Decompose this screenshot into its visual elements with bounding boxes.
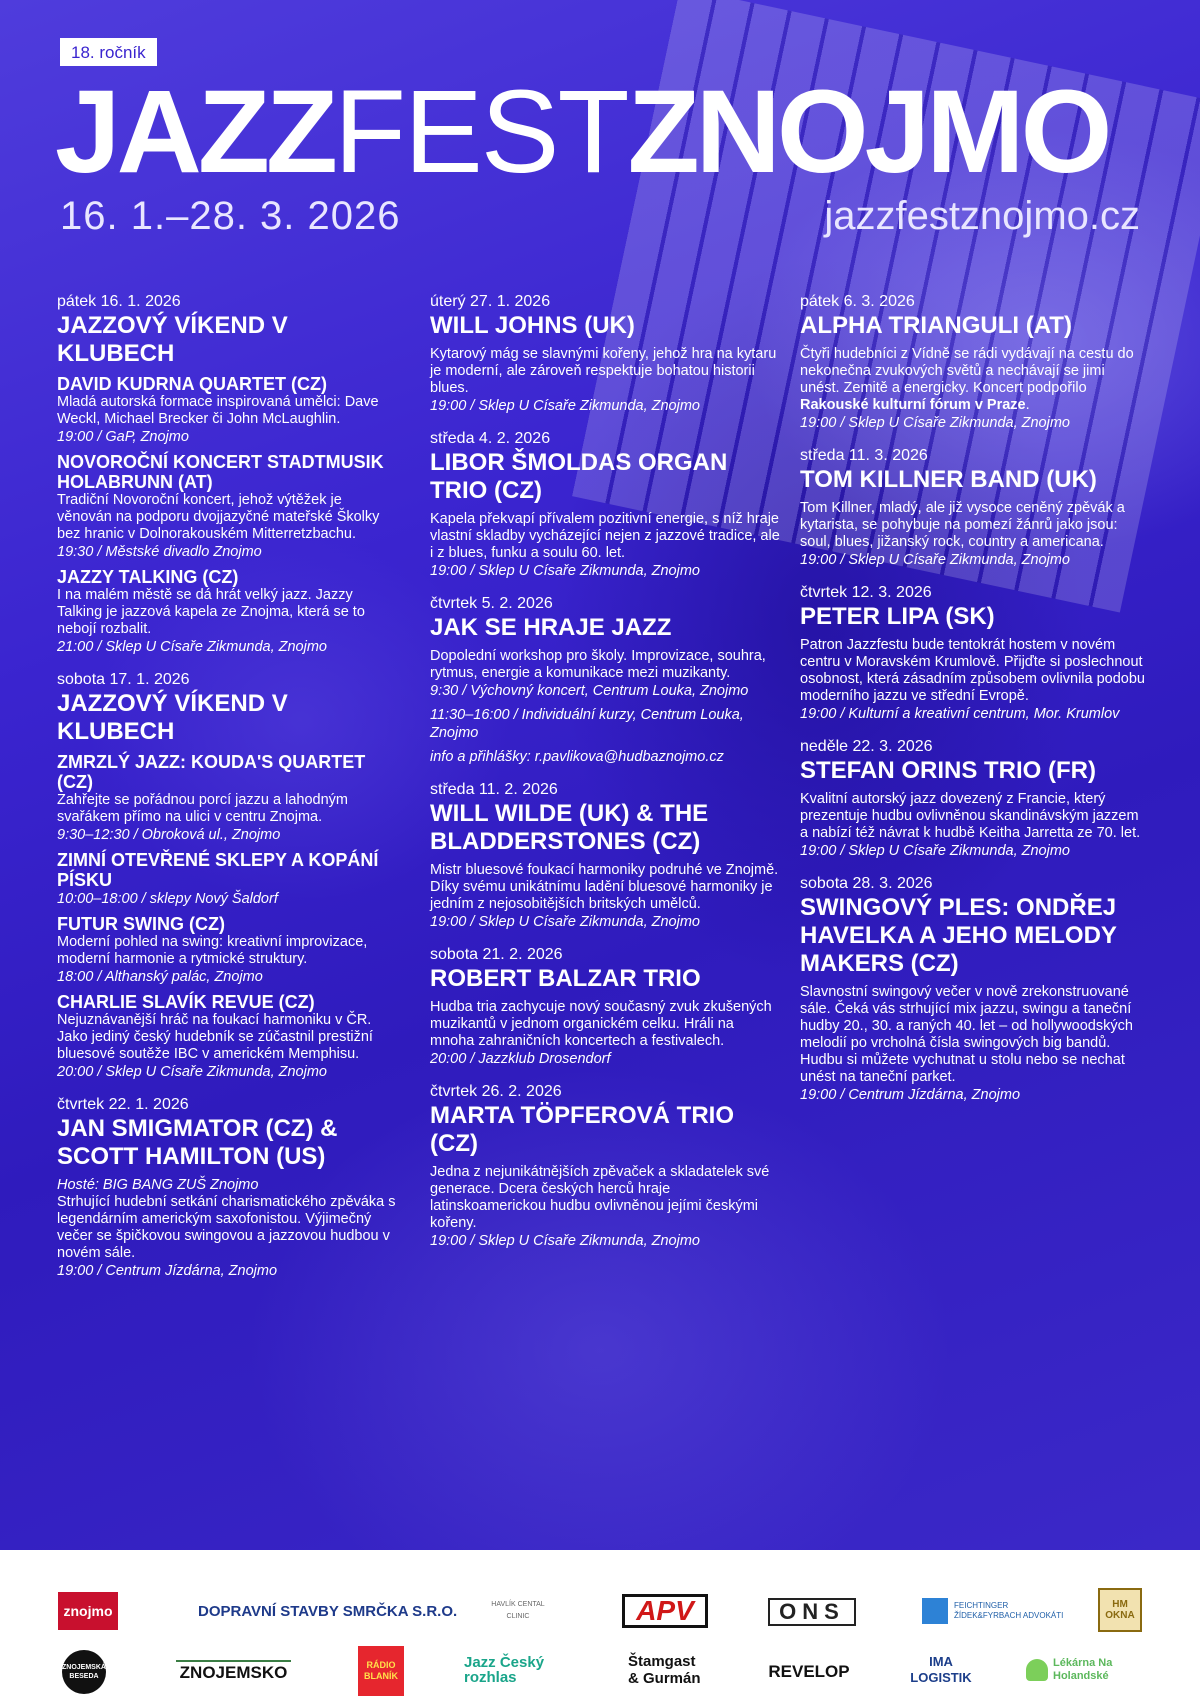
- event-time-venue: 19:00 / Kulturní a kreativní centrum, Mor. Krumlov: [800, 706, 1120, 722]
- program-day: [800, 446, 1145, 569]
- event-description: Patron Jazzfestu bude tentokrát hostem v novém centru v Moravském Krumlově. Přijďte si poslechnout osobnost, která zásadním způsobem ovlivnila podobu moderního jazzu ve střední Evropě.: [800, 637, 1145, 704]
- event-name: DAVID KUDRNA QUARTET (CZ): [57, 374, 327, 394]
- program-day: [430, 594, 780, 766]
- program-event: [57, 567, 397, 656]
- program-event: [57, 752, 397, 844]
- event-time-venue: 9:30 / Výchovný koncert, Centrum Louka, Znojmo: [430, 683, 749, 699]
- day-date: čtvrtek 5. 2. 2026: [430, 595, 553, 612]
- event-time-venue: 9:30–12:30 / Obroková ul., Znojmo: [57, 827, 281, 843]
- lekarna-heart-icon: [1026, 1659, 1048, 1681]
- event-time-venue: 11:30–16:00 / Individuální kurzy, Centrum Louka, Znojmo: [430, 707, 744, 741]
- day-title: WILL WILDE (UK) & THE BLADDERSTONES (CZ): [430, 800, 709, 855]
- edition-badge: 18. ročník: [60, 38, 157, 66]
- program-event: [430, 706, 780, 742]
- event-time-venue: 19:00 / GaP, Znojmo: [57, 429, 189, 445]
- sponsor-logo-stamgast: Štamgast & Gurmán: [628, 1653, 701, 1687]
- event-time-venue: 19:00 / Sklep U Císaře Zikmunda, Znojmo: [430, 398, 700, 414]
- event-time-venue: 20:00 / Sklep U Císaře Zikmunda, Znojmo: [57, 1064, 327, 1080]
- program-day: [800, 874, 1145, 1104]
- day-date: sobota 17. 1. 2026: [57, 671, 190, 688]
- program-day: [430, 1082, 780, 1250]
- day-title: ROBERT BALZAR TRIO: [430, 965, 701, 992]
- sponsor-logo-feichtinger: FEICHTINGER ŽÍDEK&FYRBACH ADVOKÁTI: [922, 1594, 1067, 1628]
- program-day: [430, 945, 780, 1068]
- event-time-venue: 19:00 / Sklep U Císaře Zikmunda, Znojmo: [430, 563, 700, 579]
- program-column-1: [57, 292, 397, 1294]
- day-title: JAN SMIGMATOR (CZ) & SCOTT HAMILTON (US): [57, 1115, 338, 1170]
- day-title: JAZZOVÝ VÍKEND V KLUBECH: [57, 690, 288, 745]
- program-day: [57, 292, 397, 656]
- sponsors-bar: [0, 1550, 1200, 1697]
- day-title: TOM KILLNER BAND (UK): [800, 466, 1097, 493]
- sponsor-logo-radio-blanik: RÁDIO BLANÍK: [358, 1646, 404, 1696]
- day-date: středa 4. 2. 2026: [430, 430, 551, 447]
- sponsor-logo-ons: ONS: [768, 1598, 856, 1626]
- program-event: [57, 1177, 397, 1280]
- event-time-venue: info a přihlášky: r.pavlikova@hudbaznojmo.cz: [430, 749, 724, 765]
- program-day: [800, 737, 1145, 860]
- festival-dates: 16. 1.–28. 3. 2026: [60, 194, 401, 238]
- event-time-venue: 18:00 / Althanský palác, Znojmo: [57, 969, 263, 985]
- sponsor-logo-znojemska-beseda: ZNOJEMSKÁ BESEDA: [62, 1650, 106, 1694]
- program-column-2: [430, 292, 780, 1264]
- day-title: MARTA TÖPFEROVÁ TRIO (CZ): [430, 1102, 734, 1157]
- event-time-venue: 19:30 / Městské divadlo Znojmo: [57, 544, 262, 560]
- sponsor-logo-jazz-cro: Jazz Český rozhlas: [464, 1654, 545, 1686]
- program-event: [800, 500, 1145, 569]
- program-day: [430, 429, 780, 580]
- event-name: ZIMNÍ OTEVŘENÉ SKLEPY A KOPÁNÍ PÍSKU: [57, 850, 379, 890]
- sponsor-logo-apv: APV: [622, 1594, 708, 1628]
- program-event: [430, 748, 780, 766]
- event-description: Moderní pohled na swing: kreativní improvizace, moderní harmonie a rytmické struktury.: [57, 934, 368, 967]
- event-name: NOVOROČNÍ KONCERT STADTMUSIK HOLABRUNN (AT): [57, 452, 384, 492]
- day-date: úterý 27. 1. 2026: [430, 293, 551, 310]
- event-name: CHARLIE SLAVÍK REVUE (CZ): [57, 992, 315, 1012]
- program-day: [430, 780, 780, 931]
- event-time-venue: 19:00 / Sklep U Císaře Zikmunda, Znojmo: [430, 914, 700, 930]
- program-event: [57, 452, 397, 561]
- day-date: sobota 28. 3. 2026: [800, 875, 933, 892]
- event-description: Mistr bluesové foukací harmoniky podruhé ve Znojmě. Díky svému unikátnímu ladění bluesové harmoniky je jedním z nejosobitějších britských umělců.: [430, 862, 779, 912]
- event-time-venue: 19:00 / Sklep U Císaře Zikmunda, Znojmo: [430, 1233, 700, 1249]
- day-date: pátek 6. 3. 2026: [800, 293, 915, 310]
- event-time-venue: 19:00 / Centrum Jízdárna, Znojmo: [57, 1263, 278, 1279]
- program-event: [57, 850, 397, 908]
- event-time-venue: 19:00 / Sklep U Císaře Zikmunda, Znojmo: [800, 552, 1070, 568]
- event-description: Strhující hudební setkání charismatického zpěváka s legendárním americkým saxofonistou. Výjimečný večer se špičkovou swingovou a jazzovou hudbou v novém sále.: [57, 1194, 396, 1261]
- program-column-3: [800, 292, 1145, 1118]
- logo-znojmo: ZNOJMO: [627, 66, 1109, 198]
- event-description: Nejuznávanější hráč na foukací harmoniku v ČR. Jako jediný český hudebník se zúčastnil prestižní bluesové soutěže IBC v americkém Memphisu.: [57, 1012, 373, 1062]
- sponsor-logo-znojemsko: ZNOJEMSKO: [176, 1660, 291, 1684]
- event-time-venue: 19:00 / Sklep U Císaře Zikmunda, Znojmo: [800, 415, 1070, 431]
- sponsor-logo-ima: IMA LOGISTIK: [910, 1654, 972, 1685]
- event-description: Kapela překvapí přívalem pozitivní energie, s níž hraje vlastní skladby vycházející nejen z jazzové tradice, ale i z blues, funku a soulu 60. let.: [430, 511, 780, 561]
- program-day: [430, 292, 780, 415]
- event-description: Hudba tria zachycuje nový současný zvuk zkušených muzikantů v jednom organickém celku. Hráli na mnoha zahraničních koncertech a festivalech.: [430, 999, 772, 1049]
- sponsor-logo-hm-okna: HM OKNA: [1098, 1588, 1142, 1632]
- sponsor-logo-smrcka: DOPRAVNÍ STAVBY SMRČKA S.R.O.: [198, 1602, 458, 1620]
- program-event: [430, 1164, 780, 1250]
- day-title: STEFAN ORINS TRIO (FR): [800, 757, 1096, 784]
- day-title: LIBOR ŠMOLDAS ORGAN TRIO (CZ): [430, 449, 728, 504]
- program-event: [430, 862, 780, 931]
- event-time-venue: 20:00 / Jazzklub Drosendorf: [430, 1051, 611, 1067]
- program-event: [430, 511, 780, 580]
- program-event: [57, 374, 397, 446]
- sponsor-logo-havlik: HAVLÍK CENTAL CLINIC: [491, 1601, 545, 1620]
- event-time-venue: 19:00 / Centrum Jízdárna, Znojmo: [800, 1087, 1021, 1103]
- event-description: Tradiční Novoroční koncert, jehož výtěžek je věnován na podporu dvojjazyčné mateřské Školky bez hranic v Dolnorakouském Mitterretzbachu.: [57, 492, 380, 542]
- day-title: JAZZOVÝ VÍKEND V KLUBECH: [57, 312, 288, 367]
- day-title: PETER LIPA (SK): [800, 603, 995, 630]
- program-event: [800, 346, 1145, 432]
- festival-logo: [55, 66, 1109, 198]
- event-name: JAZZY TALKING (CZ): [57, 567, 239, 587]
- program-event: [800, 984, 1145, 1104]
- event-time-venue: 21:00 / Sklep U Císaře Zikmunda, Znojmo: [57, 639, 327, 655]
- sponsor-logo-znojmo: znojmo: [58, 1592, 118, 1630]
- program-event: [430, 346, 780, 415]
- program-event: [57, 992, 397, 1081]
- program-day: [800, 583, 1145, 723]
- day-title: ALPHA TRIANGULI (AT): [800, 312, 1072, 339]
- program-event: [430, 648, 780, 700]
- day-date: pátek 16. 1. 2026: [57, 293, 181, 310]
- sponsor-logo-lekarna: Lékárna Na Holandské: [1026, 1650, 1144, 1690]
- festival-website[interactable]: jazzfestznojmo.cz: [824, 194, 1140, 238]
- event-description: Dopolední workshop pro školy. Improvizace, souhra, rytmus, energie a komunikace mezi muzikanty.: [430, 648, 766, 681]
- program-event: [430, 999, 780, 1068]
- sponsor-logo-revelop: REVELOP: [768, 1662, 850, 1681]
- event-description: Čtyři hudebníci z Vídně se rádi vydávají na cestu do nekonečna zvukových světů a nechávají se jimi unést. Zemitě a energicky. Koncert podpořilo Rakouské kulturní fórum v Praze.: [800, 346, 1134, 413]
- logo-jazz: JAZZ: [55, 66, 334, 198]
- day-date: neděle 22. 3. 2026: [800, 738, 933, 755]
- event-description-highlight: Rakouské kulturní fórum v Praze: [800, 397, 1026, 413]
- program-event: [57, 914, 397, 986]
- day-title: JAK SE HRAJE JAZZ: [430, 614, 672, 641]
- program-day: [57, 670, 397, 1081]
- day-date: sobota 21. 2. 2026: [430, 946, 563, 963]
- event-description: I na malém městě se dá hrát velký jazz. Jazzy Talking je jazzová kapela ze Znojma, která se to nebojí rozbalit.: [57, 587, 365, 637]
- day-date: čtvrtek 12. 3. 2026: [800, 584, 932, 601]
- feichtinger-icon: [922, 1598, 948, 1624]
- event-description: Slavnostní swingový večer v nově zrekonstruované sále. Čeká vás strhující mix jazzu, swingu a taneční hudby 20., 30. a raných 40. let – od hollywoodských melodií po vrcholná čísla swingových big bandů. Hudbu si můžete vychutnat u stolu nebo se nechat unést na taneční parket.: [800, 984, 1133, 1085]
- program-day: [57, 1095, 397, 1280]
- event-name: FUTUR SWING (CZ): [57, 914, 225, 934]
- day-date: čtvrtek 22. 1. 2026: [57, 1096, 189, 1113]
- event-description: Jedna z nejunikátnějších zpěvaček a skladatelek své generace. Dcera českých herců hraje latinskoamerickou hudbu ovlivněnou jejími českými kořeny.: [430, 1164, 770, 1231]
- day-date: čtvrtek 26. 2. 2026: [430, 1083, 562, 1100]
- event-description: Tom Killner, mladý, ale již vysoce ceněný zpěvák a kytarista, se pohybuje na pomezí žánrů jako jsou: soul, blues, jižanský rock, country a americana.: [800, 500, 1125, 550]
- program-event: [800, 791, 1145, 860]
- day-title: WILL JOHNS (UK): [430, 312, 635, 339]
- event-description: Zahřejte se pořádnou porcí jazzu a lahodným svařákem přímo na ulici v centru Znojma.: [57, 792, 348, 825]
- day-title: SWINGOVÝ PLES: ONDŘEJ HAVELKA A JEHO MELODY MAKERS (CZ): [800, 894, 1117, 977]
- event-time-venue: 10:00–18:00 / sklepy Nový Šaldorf: [57, 891, 278, 907]
- event-name: ZMRZLÝ JAZZ: KOUDA'S QUARTET (CZ): [57, 752, 366, 792]
- program-event: [800, 637, 1145, 723]
- event-description: Mladá autorská formace inspirovaná umělci: Dave Weckl, Michael Brecker či John McLaughlin.: [57, 394, 379, 427]
- program-day: [800, 292, 1145, 432]
- event-description: Kytarový mág se slavnými kořeny, jehož hra na kytaru je moderní, ale zároveň respektuje bohatou historii blues.: [430, 346, 777, 396]
- event-hosts: Hosté: BIG BANG ZUŠ Znojmo: [57, 1177, 259, 1193]
- day-date: středa 11. 2. 2026: [430, 781, 558, 798]
- event-description: Kvalitní autorský jazz dovezený z Francie, který prezentuje hudbu ovlivněnou skandinávským jazzem a nabízí též návrat k hudbě Keitha Jarretta ze 70. let.: [800, 791, 1141, 841]
- logo-fest: FEST: [334, 66, 628, 198]
- event-time-venue: 19:00 / Sklep U Císaře Zikmunda, Znojmo: [800, 843, 1070, 859]
- day-date: středa 11. 3. 2026: [800, 447, 928, 464]
